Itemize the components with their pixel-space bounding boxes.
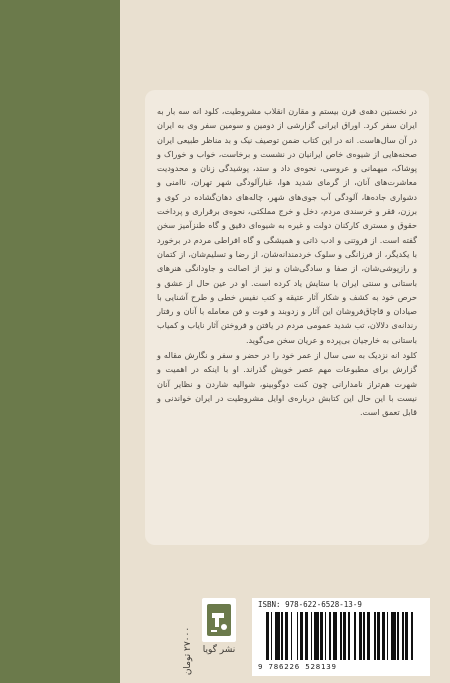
book-spine — [0, 0, 120, 683]
publisher-name: نشر گویا — [202, 645, 236, 655]
blurb-paragraph-1: در نخستین دهه‌ی قرن بیستم و مقارن انقلاب مشروطیت، کلود انه سه بار به ایران سفر کرد. اوراق ایرانی گزارشی از دومین و سومین سفر وی به ایران در آن سال‌هاست. انه در این کتاب ضمن توصیف نیک و بد مناظر طبیعی ایران صحنه‌هایی از شیوه‌ی خاص ایرانیان در نشست و برخاست، خواب و خوراک و پوشاک، میهمانی و عروسی، نحوه‌ی داد و ستد، پوشیدگی زنان و محدودیت معاشرت‌های آنان، از گرمای شدید هوا، غبارآلودگی شهر تهران، ناامنی و دشواری جاده‌ها، آلودگی آب جوی‌های شهر، چاله‌های دهان‌گشاده در کوی و برزن، فقر و خرسندی مردم، دخل و خرج مملکتی، نحوه‌ی برقراری و پرداخت حقوق و مستری کارکنان دولت و غیره به شیوه‌ای دقیق و گاه طنزآمیز سخن گفته است. از فروتنی و ادب ذاتی و همیشگی و گاه افراطی مردم در برخورد با یکدیگر، از فرزانگی و سلوک خردمندانه‌شان، از رضا و تسلیم‌شان، از کتمان و رازپوشی‌شان، از صفا و سادگی‌شان و نیز از اصالت و جاودانگی هنرهای باستانی و سنتی ایران با ستایش یاد کرده است. او در عین حال از عشق و حرص خود به کشف و شکار آثار عتیقه و کتب نفیس خطی و طرح آشنایی با صیادان و قاچاق‌فروشان این آثار و زدوبند و فوت و فن معامله با آنان و رفتار رندانه‌ی دلالان، تب شدید عمومی مردم در یافتن و فروختن آثار نایاب و کمیاب باستانی به خارجیان بی‌پرده و عریان سخن می‌گوید. — [157, 106, 417, 345]
price-label-wrap — [180, 620, 196, 682]
barcode-icon — [266, 612, 418, 660]
publisher-logo — [202, 598, 236, 642]
blurb-panel — [145, 90, 429, 545]
blurb-paragraph-2: کلود انه نزدیک به سی سال از عمر خود را در حضر و سفر و نگارش مقاله و گزارش برای مطبوعات مهم عصر خویش گذراند. او با اینکه در اهمیت و شهرت هم‌تراز نامدارانی چون کنت دوگوبینو، شوالیه شاردن و نظایر آنان نیست با این حال این کتابش درباره‌ی اوایل مشروطیت در ایران خواندنی و قابل تعمق است. — [157, 350, 417, 418]
publisher-logo-icon — [206, 603, 232, 637]
price-label: ۲۷۰۰۰ تومان — [183, 626, 194, 676]
barcode-digits: 9 786226 528139 — [258, 662, 337, 671]
isbn-label: ISBN: 978-622-6528-13-9 — [258, 600, 362, 609]
barcode-panel — [252, 598, 430, 676]
